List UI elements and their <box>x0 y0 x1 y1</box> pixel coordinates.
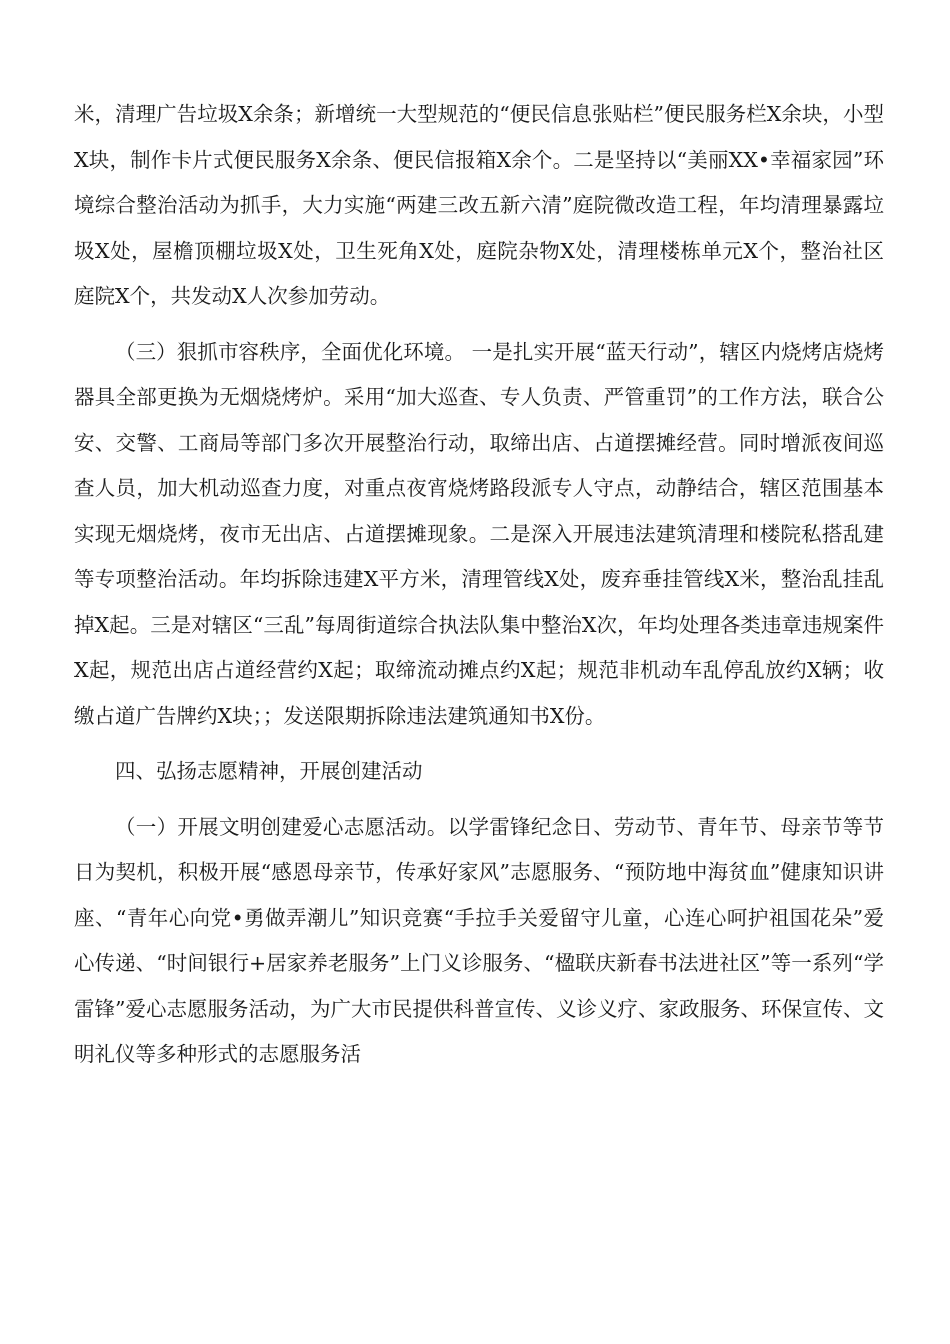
section-heading-four: 四、弘扬志愿精神，开展创建活动 <box>115 759 423 783</box>
document-page <box>74 92 884 1078</box>
paragraph-section-three: （三）狠抓市容秩序，全面优化环境。 一是扎实开展“蓝天行动”，辖区内烧烤店烧烤器具全部更换为无烟烧烤炉。采用“加大巡查、专人负责、严管重罚”的工作方法，联合公安、交警、工商局等部门多次开展整治行动，取缔出店、占道摆摊经营。同时增派夜间巡查人员，加大机动巡查力度，对重点夜宵烧烤路段派专人守点，动静结合，辖区范围基本实现无烟烧烤，夜市无出店、占道摆摊现象。二是深入开展违法建筑清理和楼院私搭乱建等专项整治活动。年均拆除违建X平方米，清理管线X处，废弃垂挂管线X米，整治乱挂乱掉X起。三是对辖区“三乱”每周街道综合执法队集中整治X次，年均处理各类违章违规案件X起，规范出店占道经营约X起；取缔流动摊点约X起；规范非机动车乱停乱放约X辆；收缴占道广告牌约X块；；发送限期拆除违法建筑通知书X份。 <box>74 339 884 728</box>
paragraph-subsection-one: （一）开展文明创建爱心志愿活动。以学雷锋纪念日、劳动节、青年节、母亲节等节日为契机，积极开展“感恩母亲节，传承好家风”志愿服务、“预防地中海贫血”健康知识讲座、“青年心向党•勇做弄潮儿”知识竞赛“手拉手关爱留守儿童，心连心呵护祖国花朵”爱心传递、“时间银行+居家养老服务”上门义诊服务、“楹联庆新春书法进社区”等一系列“学雷锋”爱心志愿服务活动，为广大市民提供科普宣传、义诊义疗、家政服务、环保宣传、文明礼仪等多种形式的志愿服务活 <box>74 814 884 1066</box>
paragraph-continuation: 米，清理广告垃圾X余条；新增统一大型规范的“便民信息张贴栏”便民服务栏X余块，小型X块，制作卡片式便民服务X余条、便民信报箱X余个。二是坚持以“美丽XX•幸福家园”环境综合整治活动为抓手，大力实施“两建三改五新六清”庭院微改造工程，年均清理暴露垃圾X处，屋檐顶棚垃圾X处，卫生死角X处，庭院杂物X处，清理楼栋单元X个，整治社区庭院X个，共发动X人次参加劳动。 <box>74 102 884 308</box>
